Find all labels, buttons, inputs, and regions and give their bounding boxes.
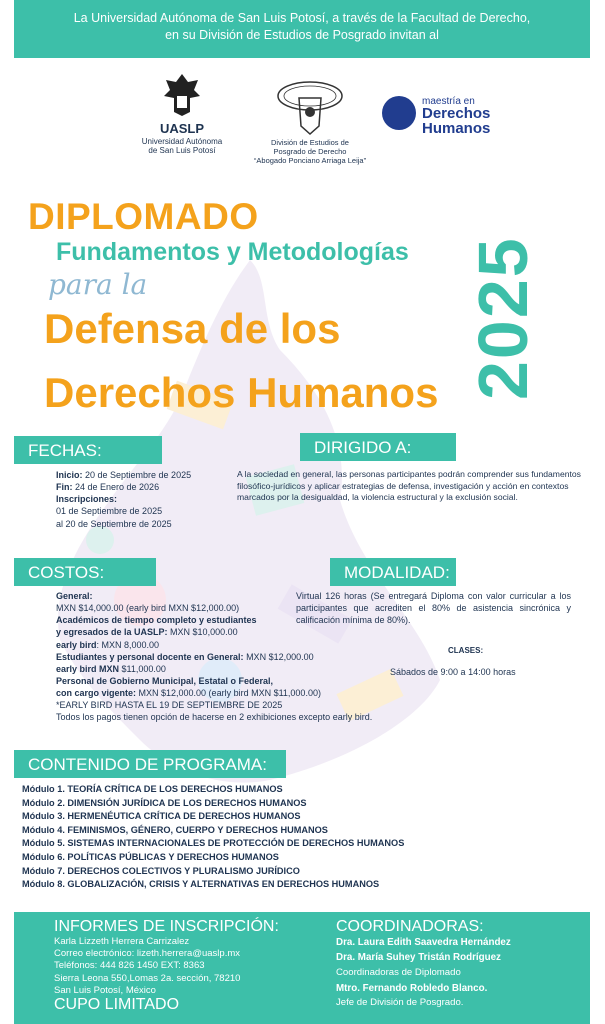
gobierno-value: MXN $12,000.00 (early bird MXN $11,000.00) bbox=[136, 688, 321, 699]
list-item: Módulo 5. SISTEMAS INTERNACIONALES DE PROTECCIÓN DE DERECHOS HUMANOS bbox=[22, 838, 405, 849]
logos-row bbox=[0, 72, 605, 182]
list-item: Módulo 1. TEORÍA CRÍTICA DE LOS DERECHOS HUMANOS bbox=[22, 784, 283, 794]
division-line-2: Posgrado de Derecho bbox=[273, 147, 347, 156]
gobierno-label-2: con cargo vigente: bbox=[56, 688, 137, 699]
list-item: Módulo 2. DIMENSIÓN JURÍDICA DE LOS DERECHOS HUMANOS bbox=[22, 797, 307, 808]
clases-label: CLASES: bbox=[448, 646, 484, 655]
maestria-logo bbox=[380, 94, 520, 137]
early-bird-1-label: early bird bbox=[56, 639, 97, 650]
fin-value: 24 de Enero de 2026 bbox=[72, 482, 160, 493]
fin-label: Fin: bbox=[56, 482, 73, 493]
cupo-limitado: CUPO LIMITADO bbox=[54, 996, 180, 1014]
inscripciones-line-1: 01 de Septiembre de 2025 bbox=[56, 506, 163, 517]
maestria-small: maestría en bbox=[422, 96, 475, 107]
general-label: General: bbox=[56, 591, 93, 601]
title-fundamentos: Fundamentos y Metodologías bbox=[56, 238, 409, 266]
jefe-division-name: Mtro. Fernando Robledo Blanco. bbox=[336, 982, 488, 994]
informes-city: San Luis Potosí, México bbox=[54, 984, 156, 996]
title-year: 2025 bbox=[464, 236, 542, 400]
early-bird-1-value: : MXN 8,000.00 bbox=[96, 639, 160, 650]
header-banner bbox=[14, 0, 590, 58]
coordinadora-1: Dra. Laura Edith Saavedra Hernández bbox=[336, 937, 511, 949]
footer-banner bbox=[14, 912, 590, 1024]
eagle-crest-icon bbox=[162, 72, 202, 118]
title-para-la: para la bbox=[48, 268, 148, 301]
coordinadora-2: Dra. María Suhey Tristán Rodríguez bbox=[336, 952, 501, 964]
inicio-value: 20 de Septiembre de 2025 bbox=[82, 470, 192, 480]
fechas-heading: FECHAS: bbox=[14, 436, 162, 464]
list-item: Módulo 7. DERECHOS COLECTIVOS Y PLURALISMO JURÍDICO bbox=[22, 865, 300, 876]
early-bird-2-value: $11,000.00 bbox=[119, 663, 166, 674]
maestria-big-2: Humanos bbox=[422, 120, 491, 137]
list-item: Módulo 8. GLOBALIZACIÓN, CRISIS Y ALTERNATIVAS EN DERECHOS HUMANOS bbox=[22, 879, 380, 890]
list-item: Módulo 4. FEMINISMOS, GÉNERO, CUERPO Y DERECHOS HUMANOS bbox=[22, 824, 328, 835]
academicos-label-1: Académicos de tiempo completo y estudiantes bbox=[56, 615, 257, 626]
dirigido-text: A la sociedad en general, las personas participantes podrán comprender sus fundamentos filosófico-jurídicos y aplicar estrategias de defensa, investigación y acción en contextos marcados por la desigualdad, la violencia estructural y la exclusión social. bbox=[237, 469, 581, 503]
informes-name: Karla Lizzeth Herrera Carrizalez bbox=[54, 935, 190, 947]
coordinadoras-heading: COORDINADORAS: bbox=[336, 918, 484, 935]
title-derechos-humanos: Derechos Humanos bbox=[44, 369, 439, 416]
division-line-1: División de Estudios de bbox=[271, 138, 349, 147]
clases-value: Sábados de 9:00 a 14:00 horas bbox=[390, 667, 516, 677]
informes-email: Correo electrónico: lizeth.herrera@uaslp.mx bbox=[54, 947, 240, 959]
jefe-division-role: Jefe de División de Posgrado. bbox=[336, 997, 464, 1009]
uaslp-mark: UASLP bbox=[159, 121, 205, 137]
fechas-block bbox=[56, 469, 256, 530]
division-logo bbox=[245, 76, 375, 165]
informes-heading: INFORMES DE INSCRIPCIÓN: bbox=[54, 918, 279, 935]
coordinadoras-block bbox=[336, 918, 511, 1010]
estudiantes-value: MXN $12,000.00 bbox=[243, 651, 314, 662]
informes-phone: Teléfonos: 444 826 1450 EXT: 8363 bbox=[54, 960, 205, 972]
header-line-2: en su División de Estudios de Posgrado invitan al bbox=[165, 27, 439, 42]
uaslp-name-2: de San Luis Potosí bbox=[148, 146, 216, 156]
hand-icon bbox=[382, 96, 416, 130]
uaslp-name-1: Universidad Autónoma bbox=[141, 137, 223, 147]
module-list bbox=[22, 783, 404, 892]
academicos-value: MXN $10,000.00 bbox=[167, 627, 238, 638]
uaslp-logo bbox=[138, 72, 226, 156]
general-value: MXN $14,000.00 (early bird MXN $12,000.00) bbox=[56, 603, 240, 614]
header-line-1: La Universidad Autónoma de San Luis Potosí, a través de la Facultad de Derecho, bbox=[73, 11, 531, 25]
inscripciones-line-2: al 20 de Septiembre de 2025 bbox=[56, 518, 172, 529]
title-defensa: Defensa de los bbox=[44, 305, 341, 352]
gobierno-label-1: Personal de Gobierno Municipal, Estatal o Federal, bbox=[56, 675, 274, 686]
academicos-label-2: y egresados de la UASLP: bbox=[56, 627, 168, 638]
early-bird-2-label: early bird MXN bbox=[56, 663, 120, 674]
title-diplomado: DIPLOMADO bbox=[28, 196, 259, 237]
informes-block bbox=[54, 918, 279, 1014]
maestria-big-1: Derechos bbox=[422, 105, 491, 122]
modalidad-text: Virtual 126 horas (Se entregará Diploma con valor curricular a los participantes que acrediten el 80% de asistencia sincrónica y calificación mínima de 80%). bbox=[296, 591, 571, 626]
early-bird-note: *EARLY BIRD HASTA EL 19 DE SEPTIEMBRE DE 2025 bbox=[56, 700, 283, 711]
modalidad-heading: MODALIDAD: bbox=[330, 558, 456, 586]
division-seal-icon bbox=[275, 76, 345, 136]
pagos-note: Todos los pagos tienen opción de hacerse en 2 exhibiciones excepto early bird. bbox=[56, 712, 373, 723]
costos-heading: COSTOS: bbox=[14, 558, 156, 586]
coordinadoras-role: Coordinadoras de Diplomado bbox=[336, 966, 461, 978]
inicio-label: Inicio: bbox=[56, 470, 83, 480]
list-item: Módulo 3. HERMENÉUTICA CRÍTICA DE DERECHOS HUMANOS bbox=[22, 811, 301, 822]
estudiantes-label: Estudiantes y personal docente en General: bbox=[56, 651, 244, 662]
inscripciones-label: Inscripciones: bbox=[56, 494, 118, 505]
contenido-heading: CONTENIDO DE PROGRAMA: bbox=[14, 750, 286, 778]
list-item: Módulo 6. POLÍTICAS PÚBLICAS Y DERECHOS HUMANOS bbox=[22, 851, 279, 862]
dirigido-heading: DIRIGIDO A: bbox=[300, 433, 456, 461]
informes-address: Sierra Leona 550,Lomas 2a. sección, 78210 bbox=[54, 972, 241, 984]
maestria-big bbox=[422, 106, 490, 136]
division-line-3: “Abogado Ponciano Arriaga Leija” bbox=[253, 156, 367, 165]
